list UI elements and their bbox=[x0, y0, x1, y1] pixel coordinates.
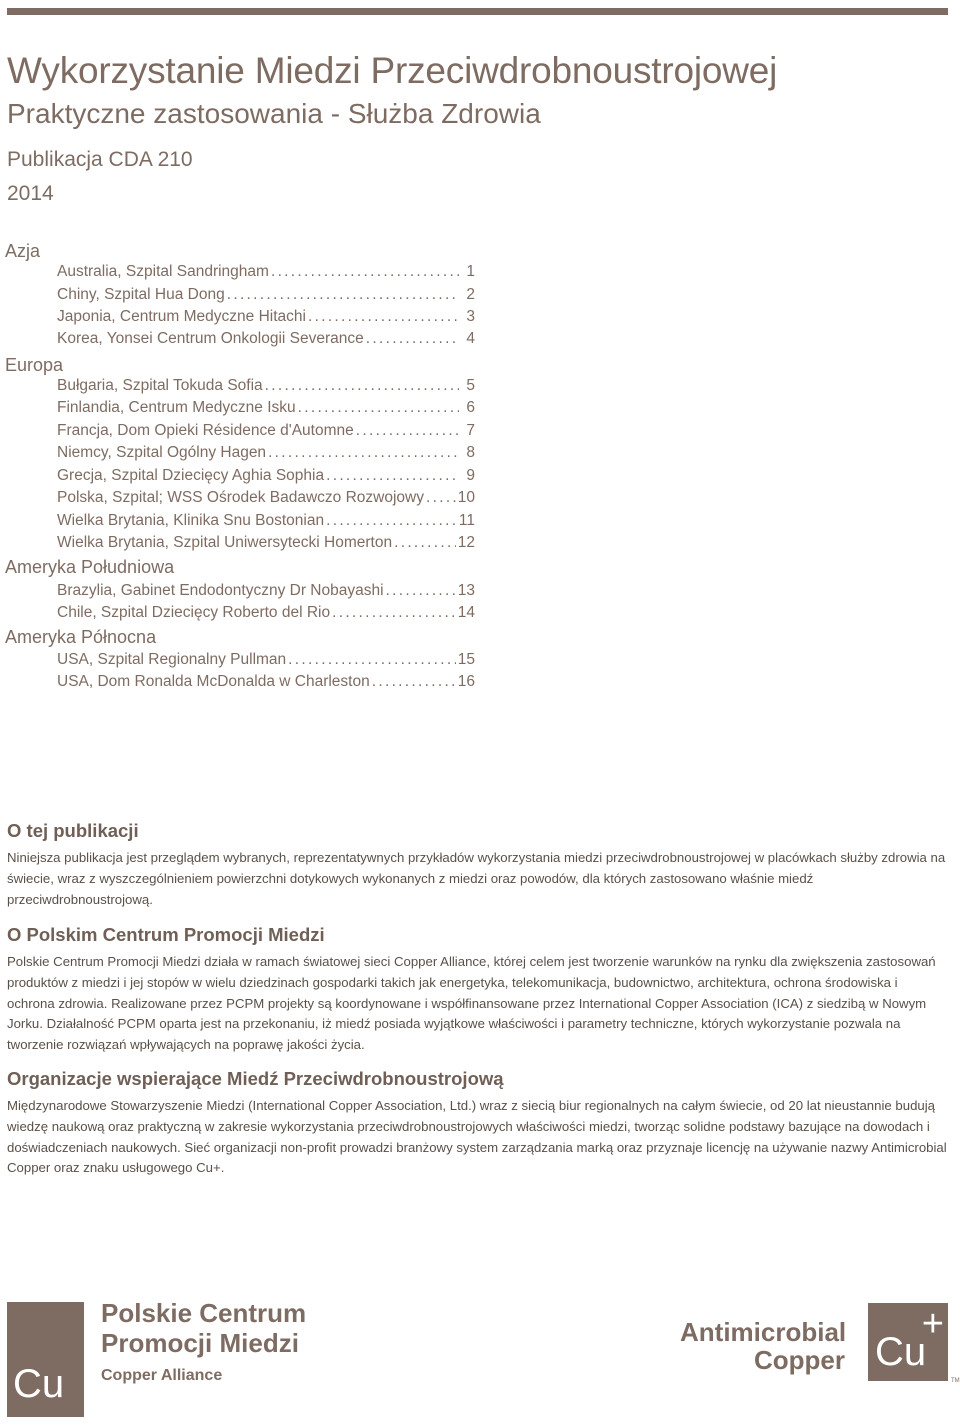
section-body: Polskie Centrum Promocji Miedzi działa w ramach światowej sieci Copper Alliance, której celem jest tworzenie warunków na rynku dla zwiększenia zastosowań produktów z miedzi i jej stopów w wielu dziedzinach gospodarki takich jak energetyka, telekomunikacja, budownictwo, architektura, ochrona środowiska i ochrona zdrowia. Realizowane przez PCPM projekty są koordynowane i współfinansowane przez International Copper Association (ICA) z siedzibą w Nowym Jorku. Działalność PCPM oparta jest na przekonaniu, iż miedź posiada wyjątkowe właściwości i parametry techniczne, których wykorzystanie pozwala na tworzenie rozwiązań wpływających na poprawę jakości życia. bbox=[7, 954, 936, 1053]
section-body: Międzynarodowe Stowarzyszenie Miedzi (International Copper Association, Ltd.) wraz z siecią biur regionalnych na całym świecie, od 20 lat nieustannie budują wiedzę naukową oraz praktyczną w zakresie wykorzystania przeciwdrobnoustrojowych właściwości miedzi, tworząc solidne podstawy bazujące na dowodach i doświadczeniach naukowych. Sieć organizacji non-profit prowadzi branżowy system zarządzania marką oraz przyznaje licencję na używanie nazwy Antimicrobial Copper oraz znaku usługowego Cu+. bbox=[7, 1098, 947, 1176]
toc-leader bbox=[288, 651, 456, 669]
brand-line1: Antimicrobial bbox=[680, 1317, 847, 1347]
toc-entry-title: USA, Szpital Regionalny Pullman bbox=[57, 651, 287, 668]
cu-plus-logo bbox=[868, 1303, 948, 1381]
toc-entry[interactable] bbox=[57, 534, 475, 556]
toc-entry[interactable] bbox=[57, 651, 475, 673]
toc-leader bbox=[227, 286, 459, 304]
toc-leader bbox=[308, 308, 459, 326]
toc-leader bbox=[332, 604, 456, 622]
toc-leader bbox=[298, 399, 459, 417]
org-alliance: Copper Alliance bbox=[101, 1367, 223, 1384]
toc-entry[interactable] bbox=[57, 422, 475, 444]
toc-entry-title: USA, Dom Ronalda McDonalda w Charleston bbox=[57, 673, 370, 690]
org-name-line1: Polskie Centrum bbox=[101, 1298, 307, 1328]
toc-entry-page: 3 bbox=[466, 308, 475, 325]
toc-entry-title: Bułgaria, Szpital Tokuda Sofia bbox=[57, 377, 263, 394]
toc-entry-page: 16 bbox=[457, 673, 475, 690]
toc-entry-title: Australia, Szpital Sandringham bbox=[57, 263, 269, 280]
toc-entry-title: Wielka Brytania, Klinika Snu Bostonian bbox=[57, 512, 325, 529]
toc-entry-title: Chiny, Szpital Hua Dong bbox=[57, 286, 225, 303]
toc-leader bbox=[326, 512, 457, 530]
toc-leader bbox=[271, 263, 459, 281]
antimicrobial-copper-wordmark bbox=[680, 1318, 845, 1374]
section-heading: O Polskim Centrum Promocji Miedzi bbox=[7, 924, 325, 945]
document-title: Wykorzystanie Miedzi Przeciwdrobnoustrojowej bbox=[7, 50, 778, 91]
toc-entry-page: 9 bbox=[466, 467, 475, 484]
section-about-pcpm bbox=[7, 924, 947, 1056]
toc-entry[interactable] bbox=[57, 399, 475, 421]
toc-region-north-america: Ameryka Północna bbox=[5, 627, 157, 647]
toc-entry-title: Francja, Dom Opieki Résidence d'Automne bbox=[57, 422, 354, 439]
toc-entry-page: 5 bbox=[466, 377, 475, 394]
toc-entry-page: 7 bbox=[466, 422, 475, 439]
brand-line2: Copper bbox=[754, 1345, 845, 1375]
toc-entry[interactable] bbox=[57, 308, 475, 330]
toc-leader bbox=[268, 444, 459, 462]
toc-entry-title: Finlandia, Centrum Medyczne Isku bbox=[57, 399, 296, 416]
section-body: Niniejsza publikacja jest przeglądem wybranych, reprezentatywnych przykładów wykorzystania miedzi przeciwdrobnoustrojowej w placówkach służby zdrowia na świecie, wraz z wyszczególnieniem powierzchni dotykowych wykonanych z miedzi oraz powodów, dla których zastosowano właśnie miedź przeciwdrobnoustrojową. bbox=[7, 850, 946, 907]
toc-leader bbox=[265, 377, 459, 395]
toc-leader bbox=[426, 489, 456, 507]
section-heading: Organizacje wspierające Miedź Przeciwdrobnoustrojową bbox=[7, 1068, 504, 1089]
toc-entry-page: 11 bbox=[458, 512, 475, 529]
toc-leader bbox=[394, 534, 456, 552]
org-name-line2: Promocji Miedzi bbox=[101, 1328, 299, 1358]
section-about-publication bbox=[7, 820, 947, 910]
toc-entry[interactable] bbox=[57, 604, 475, 626]
cu-logo-text: Cu bbox=[13, 1362, 65, 1406]
pcpm-wordmark bbox=[101, 1298, 306, 1385]
toc-entry-page: 8 bbox=[466, 444, 475, 461]
plus-icon: + bbox=[921, 1303, 944, 1345]
publication-number: Publikacja CDA 210 bbox=[7, 148, 193, 171]
toc-entry-page: 13 bbox=[457, 582, 475, 599]
toc-entry[interactable] bbox=[57, 377, 475, 399]
toc-entry-page: 4 bbox=[466, 330, 475, 347]
toc-entry-page: 2 bbox=[466, 286, 475, 303]
toc-entry-title: Grecja, Szpital Dziecięcy Aghia Sophia bbox=[57, 467, 325, 484]
toc-entry[interactable] bbox=[57, 489, 475, 511]
toc-entry[interactable] bbox=[57, 512, 475, 534]
toc-entry-page: 15 bbox=[457, 651, 475, 668]
toc-region-europe: Europa bbox=[5, 355, 64, 375]
toc-entry-title: Chile, Szpital Dziecięcy Roberto del Rio bbox=[57, 604, 331, 621]
toc-leader bbox=[326, 467, 459, 485]
toc-region-asia: Azja bbox=[5, 241, 41, 261]
toc-entry-title: Niemcy, Szpital Ogólny Hagen bbox=[57, 444, 267, 461]
toc-entry-page: 12 bbox=[457, 534, 475, 551]
top-rule bbox=[7, 8, 948, 15]
toc-entry-title: Korea, Yonsei Centrum Onkologii Severance bbox=[57, 330, 364, 347]
toc-leader bbox=[356, 422, 459, 440]
toc-entry-title: Polska, Szpital; WSS Ośrodek Badawczo Rozwojowy bbox=[57, 489, 424, 506]
toc-entry-page: 1 bbox=[466, 263, 475, 280]
toc-entry[interactable] bbox=[57, 263, 475, 285]
section-heading: O tej publikacji bbox=[7, 820, 139, 841]
trademark-mark: TM bbox=[951, 1378, 960, 1384]
toc-entry[interactable] bbox=[57, 582, 475, 604]
toc-leader bbox=[366, 330, 459, 348]
toc-leader bbox=[386, 582, 456, 600]
publication-year: 2014 bbox=[7, 182, 54, 205]
toc-entry[interactable] bbox=[57, 330, 475, 352]
toc-entry-title: Japonia, Centrum Medyczne Hitachi bbox=[57, 308, 306, 325]
toc-entry[interactable] bbox=[57, 673, 475, 695]
toc-region-south-america: Ameryka Południowa bbox=[5, 557, 175, 577]
toc-entry[interactable] bbox=[57, 286, 475, 308]
toc-entry-title: Wielka Brytania, Szpital Uniwersytecki Homerton bbox=[57, 534, 393, 551]
pcpm-cu-logo bbox=[7, 1302, 84, 1417]
toc-entry-page: 14 bbox=[457, 604, 475, 621]
toc-entry[interactable] bbox=[57, 467, 475, 489]
toc-entry[interactable] bbox=[57, 444, 475, 466]
toc-entry-page: 6 bbox=[466, 399, 475, 416]
cu-plus-logo-text: Cu bbox=[875, 1330, 927, 1374]
section-supporting-orgs bbox=[7, 1068, 947, 1179]
document-subtitle: Praktyczne zastosowania - Służba Zdrowia bbox=[7, 98, 541, 129]
toc-leader bbox=[372, 673, 456, 691]
toc-entry-title: Brazylia, Gabinet Endodontyczny Dr Nobayashi bbox=[57, 582, 384, 599]
toc-entry-page: 10 bbox=[457, 489, 475, 506]
